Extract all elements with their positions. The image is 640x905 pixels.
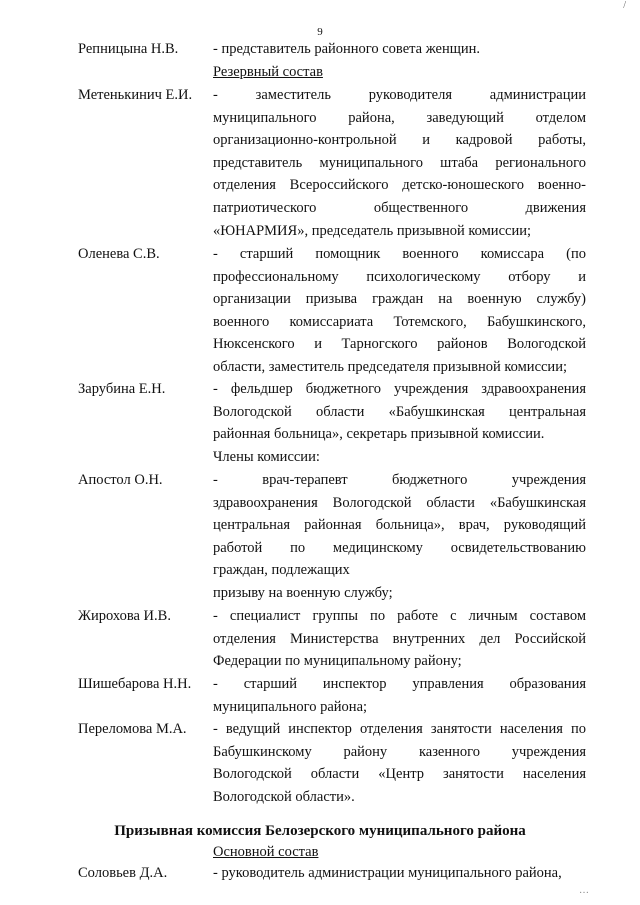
role-line: - ведущий инспектор отделения занятости населения по [213,721,586,737]
role-line: организационно-контрольной и кадровой работы, [213,132,586,149]
role-line: военного комиссариата Тотемского, Бабушкинского, [213,313,586,330]
role-line: призыву на военную службу; [213,584,393,601]
role-line: Вологодской области «Бабушкинская центральная [213,403,586,420]
member-name: Метенькинич Е.И. [78,87,193,103]
role-line: - представитель районного совета женщин. [213,41,481,57]
role-line: Федерации по муниципальному району; [213,653,462,670]
member-role [213,718,586,808]
role-line: муниципального района; [213,698,368,715]
role-line: Вологодской области». [213,788,355,805]
role-line: здравоохранения Вологодской области «Бабушкинская [213,494,586,511]
member-name: Репницына Н.В. [78,41,179,57]
role-line: области, заместитель председателя призывной комиссии; [213,358,567,375]
role-line: Бабушкинскому району казенного учреждения [213,743,586,760]
member-name: Соловьев Д.А. [78,865,168,881]
role-line: центральная районная больница», врач, руководящий [213,517,586,534]
commission-title: Призывная комиссия Белозерского муниципального района [114,823,526,839]
role-line: - старший инспектор управления образования [213,676,586,692]
role-line: муниципального района, заведующий отделом [213,109,586,126]
member-role [213,84,586,242]
role-line: представитель муниципального штаба регионального [213,154,586,171]
member-role [213,38,586,61]
role-line: - руководитель администрации муниципального района, [213,865,562,881]
role-line: Вологодской области «Центр занятости населения [213,766,586,783]
bottom-mark: … [579,885,590,896]
main-heading: Основной состав [213,844,319,860]
role-line: «ЮНАРМИЯ», председатель призывной комиссии; [213,222,531,239]
member-name: Оленева С.В. [78,246,160,262]
member-name: Жирохова И.В. [78,608,171,624]
role-line: Нюксенского и Тарногского районов Вологодской [213,336,586,353]
page-number: 9 [317,26,323,38]
member-role [213,862,586,885]
role-line: - заместитель руководителя администрации [213,87,586,103]
role-line: - врач-терапевт бюджетного учреждения [213,472,586,488]
member-name: Шишебарова Н.Н. [78,676,192,692]
role-line: районная больница», секретарь призывной комиссии. [213,426,545,443]
role-line: профессиональному психологическому отбору и [213,268,586,285]
member-name: Зарубина Е.Н. [78,381,166,397]
role-line: - фельдшер бюджетного учреждения здравоохранения [213,381,586,397]
member-role [213,605,586,673]
reserve-heading: Резервный состав [213,64,323,80]
member-role [213,243,586,379]
corner-mark: / [623,0,626,11]
role-line: отделения Министерства внутренних дел Российской [213,630,586,647]
role-line: работой по медицинскому освидетельствованию [213,539,586,556]
member-role [213,378,586,446]
member-role [213,469,586,605]
member-role [213,673,586,718]
role-line: организации призыва граждан на военную службу) [213,291,586,308]
role-line: - старший помощник военного комиссара (по [213,246,586,262]
members-heading: Члены комиссии: [213,449,320,465]
role-line: граждан, подлежащих [213,562,350,579]
member-name: Апостол О.Н. [78,472,163,488]
role-line: отделения Всероссийского детско-юношеского военно- [213,177,586,194]
role-line: патриотического общественного движения [213,199,586,216]
member-name: Переломова М.А. [78,721,187,737]
role-line: - специалист группы по работе с личным составом [213,608,586,624]
